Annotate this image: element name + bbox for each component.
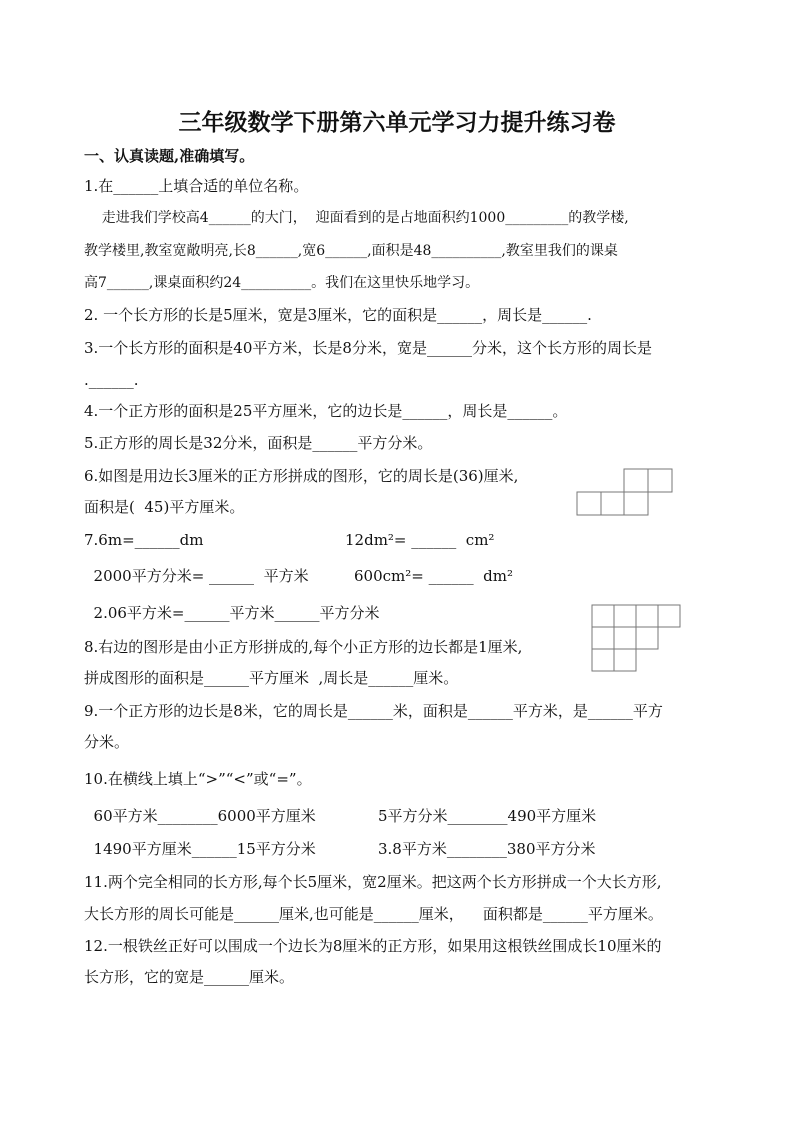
q1-passage-line-2: 教学楼里,教室宽敞明亮,长8______,宽6______,面积是48__________,教室里我们的课桌 <box>84 243 618 259</box>
q4-text: 4.一个正方形的面积是25平方厘米，它的边长是______，周长是______。 <box>84 402 568 420</box>
q6-text-cont: 面积是( 45)平方厘米。 <box>84 498 245 516</box>
q2-text: 2. 一个长方形的长是5厘米，宽是3厘米，它的面积是______，周长是______. <box>84 306 592 324</box>
q8-text-cont: 拼成图形的面积是______平方厘米 ,周长是______厘米。 <box>84 669 459 687</box>
q7-item-3: 2000平方分米= ______ 平方米 <box>84 567 309 585</box>
q7-item-5: 2.06平方米=______平方米______平方分米 <box>84 604 380 622</box>
section-heading: 一、认真读题,准确填写。 <box>84 147 255 165</box>
q7-item-1: 7.6m=______dm <box>84 531 204 549</box>
q3-text-cont: .______. <box>84 371 139 389</box>
q9-text-cont: 分米。 <box>84 733 130 751</box>
q1-passage-line-3: 高7______,课桌面积约24__________。我们在这里快乐地学习。 <box>84 275 480 291</box>
q7-item-2: 12dm²= ______ cm² <box>345 531 495 549</box>
q10-text: 10.在横线上填上“>”“<”或“=”。 <box>84 770 312 788</box>
q12-text: 12.一根铁丝正好可以围成一个边长为8厘米的正方形，如果用这根铁丝围成长10厘米的 <box>84 937 662 955</box>
q10-item-3: 1490平方厘米______15平方分米 <box>84 840 316 858</box>
q9-text: 9.一个正方形的边长是8米，它的周长是______米，面积是______平方米，是______平方 <box>84 702 663 720</box>
q8-text: 8.右边的图形是由小正方形拼成的,每个小正方形的边长都是1厘米, <box>84 638 523 656</box>
q7-item-4: 600cm²= ______ dm² <box>354 567 513 585</box>
q1-passage-line-1: 走进我们学校高4______的大门， 迎面看到的是占地面积约1000_________的教学楼, <box>84 210 629 226</box>
q12-text-cont: 长方形，它的宽是______厘米。 <box>84 968 295 986</box>
q1-prompt: 1.在______上填合适的单位名称。 <box>84 177 309 195</box>
q8-grid-figure <box>590 603 682 673</box>
q10-item-4: 3.8平方米________380平方分米 <box>378 840 596 858</box>
q3-text: 3.一个长方形的面积是40平方米，长是8分米，宽是______分米，这个长方形的周长是 <box>84 339 652 357</box>
page-title: 三年级数学下册第六单元学习力提升练习卷 <box>178 109 616 136</box>
q10-item-1: 60平方米________6000平方厘米 <box>84 807 316 825</box>
q10-item-2: 5平方分米________490平方厘米 <box>378 807 597 825</box>
q11-text: 11.两个完全相同的长方形,每个长5厘米，宽2厘米。把这两个长方形拼成一个大长方形, <box>84 873 662 891</box>
q6-square-figure <box>575 468 675 518</box>
q6-text: 6.如图是用边长3厘米的正方形拼成的图形，它的周长是(36)厘米, <box>84 467 519 485</box>
q5-text: 5.正方形的周长是32分米，面积是______平方分米。 <box>84 434 433 452</box>
q11-text-cont: 大长方形的周长可能是______厘米,也可能是______厘米， 面积都是______平方厘米。 <box>84 905 663 923</box>
